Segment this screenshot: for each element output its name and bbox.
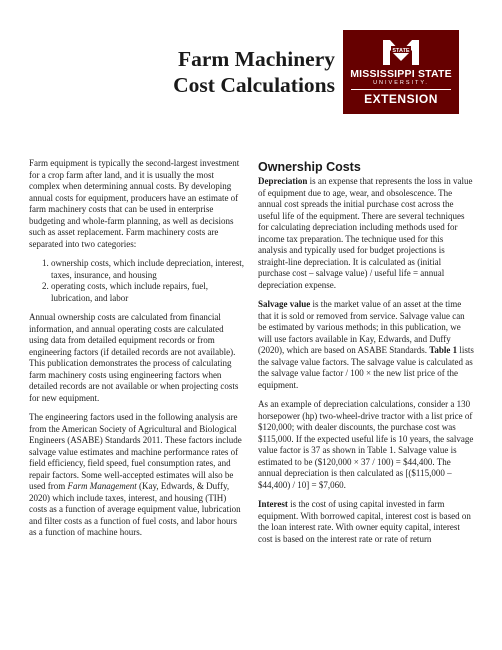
logo-line-3: EXTENSION [364, 92, 438, 106]
msu-extension-logo [343, 30, 459, 114]
section-heading: Ownership Costs [258, 160, 361, 174]
table-reference: Table 1 [429, 345, 458, 355]
msu-m-icon [382, 35, 420, 67]
paragraph-text: (Kay, Edwards, & Duffy, 2020) which include taxes, interest, and housing (TIH) costs as a function of average equipment value, lubrication and filter costs as a function of fuel costs, and labor hours as a function of machine hours. [29, 481, 241, 537]
paragraph-text: is the market value of an asset at the time that it is sold or removed from service. Salvage value can be estimated by various methods; in this publication, we will use factors available in Kay, Edwards, and Duffy (2020), which are based on ASABE Standards. [258, 299, 465, 355]
list-item: 1. ownership costs, which include depreciation, interest, taxes, insurance, and housing [51, 258, 244, 281]
left-column [29, 158, 244, 547]
logo-divider [351, 89, 451, 90]
salvage-paragraph [258, 299, 474, 391]
term-salvage-value: Salvage value [258, 299, 311, 309]
list-item: 2. operating costs, which include repairs, fuel, lubrication, and labor [51, 281, 244, 304]
intro-paragraph: Farm equipment is typically the second-largest investment for a crop farm after land, and it is usually the most complex when determining annual costs. By developing annual costs for equipment, producers have an estimate of farm machinery costs that can be used in enterprise budgeting and whole-farm planning, as well as decisions such as asset replacement. Farm machinery costs are separated into two categories: [29, 158, 240, 249]
depreciation-paragraph [258, 176, 474, 291]
book-title: Farm Management [67, 481, 137, 491]
logo-line-2: UNIVERSITY. [373, 80, 429, 86]
interest-paragraph [258, 499, 474, 545]
cost-category-list [29, 258, 244, 304]
right-column [258, 160, 474, 553]
mark-text: STATE [392, 47, 410, 54]
document-title [130, 46, 335, 98]
engineering-factors-paragraph [29, 412, 244, 539]
calculation-paragraph: Annual ownership costs are calculated from financial information, and annual operating costs are calculated using data from detailed equipment records or from engineering factors (if detailed records are not available). This publication demonstrates the process of calculating farm machinery costs using engineering factors when detailed records are not available or when projecting costs for new equipment. [29, 312, 239, 403]
term-depreciation: Depreciation [258, 176, 308, 186]
paragraph-text: lists the salvage value factors. The salvage value is calculated as the salvage value factor / 100 × the new list price of the equipment. [258, 345, 474, 390]
term-interest: Interest [258, 499, 288, 509]
logo-line-1: MISSISSIPPI STATE [350, 68, 452, 80]
title-line-1: Farm Machinery [177, 47, 335, 71]
paragraph-text: The engineering factors used in the following analysis are from the American Society of Agricultural and Biological Engineers (ASABE) Standards 2011. These factors include salvage value estimates and machine performance rates of field efficiency, field speed, fuel consumption rates, and repair factors. Some well-accepted estimates will also be used from [29, 412, 242, 491]
example-paragraph: As an example of depreciation calculations, consider a 130 horsepower (hp) two-wheel-drive tractor with a list price of $120,000; with dealer discounts, the purchase cost was $115,000. If the expected useful life is 10 years, the salvage value factor is 37 as shown in Table 1. Salvage value is estimated to be ($120,000 × 37 / 100) = $44,400. The annual depreciation is then calculated as [($115,000 – $44,400) / 10] = $7,060. [258, 399, 474, 490]
paragraph-text: is an expense that represents the loss in value of equipment due to age, wear, and obsolescence. The annual cost spreads the initial purchase cost across the useful life of the equipment. There are several techniques for calculating depreciation including methods used for income tax preparation. The technique used for this analysis and typically used for budget projections is straight-line depreciation. It is calculated as (initial purchase cost – salvage value) / useful life = annual depreciation expense. [258, 176, 473, 290]
paragraph-text: is the cost of using capital invested in farm equipment. With borrowed capital, interest cost is based on the loan interest rate. With owner equity capital, interest cost is based on the interest rate or rate of return [258, 499, 471, 544]
title-line-2: Cost Calculations [173, 73, 335, 97]
